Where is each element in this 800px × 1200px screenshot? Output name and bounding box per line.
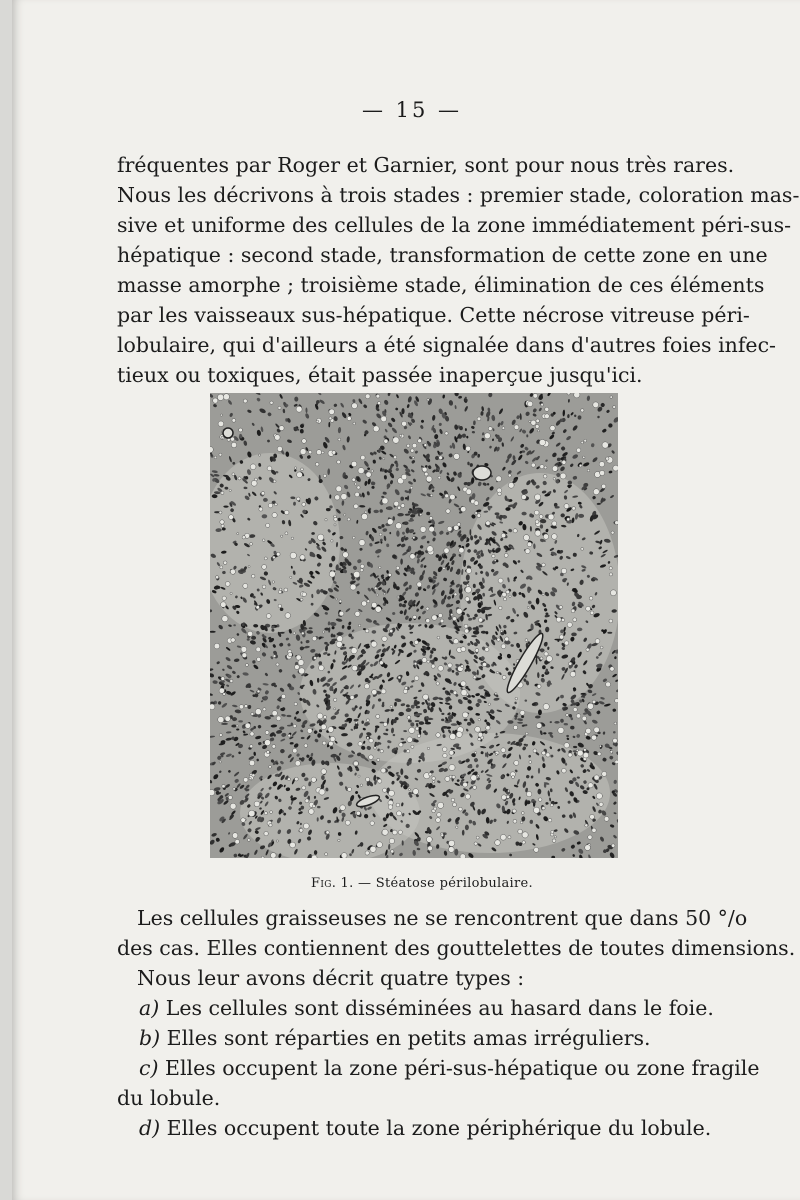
paragraph-1-line: hépatique : second stade, transformation de cette zone en une <box>117 243 768 267</box>
paragraph-1 <box>117 150 800 390</box>
paragraph-1-line: fréquentes par Roger et Garnier, sont pour nous très rares. <box>117 153 735 177</box>
figure-label: Fig. 1. <box>311 876 354 891</box>
figure-caption-text: — Stéatose périlobulaire. <box>358 876 533 891</box>
list-item <box>117 1053 760 1083</box>
paragraph-1-line: Nous les décrivons à trois stades : premier stade, coloration mas- <box>117 183 800 207</box>
paragraph-2-line: Nous leur avons décrit quatre types : <box>137 966 525 990</box>
paragraph-2-line: des cas. Elles contiennent des gouttelettes de toutes dimensions. <box>117 936 796 960</box>
list-item <box>117 1113 712 1143</box>
list-text: du lobule. <box>117 1086 221 1110</box>
list-marker: a) <box>139 996 160 1020</box>
list-item <box>117 1083 709 1113</box>
page-number: — 15 — <box>361 98 463 122</box>
list-text: Elles occupent toute la zone périphérique du lobule. <box>166 1116 712 1140</box>
list-marker: c) <box>139 1056 159 1080</box>
figure-caption <box>12 876 800 891</box>
list-text: Elles occupent la zone péri-sus-hépatique ou zone fragile <box>165 1056 760 1080</box>
list-text: Elles sont réparties en petits amas irréguliers. <box>166 1026 651 1050</box>
list-text: Les cellules sont disséminées au hasard dans le foie. <box>165 996 714 1020</box>
list-marker: b) <box>139 1026 161 1050</box>
paragraph-1-line: tieux ou toxiques, était passée inaperçue jusqu'ici. <box>117 363 643 387</box>
paragraph-2 <box>117 903 796 993</box>
micrograph-figure <box>210 393 618 858</box>
micrograph-image <box>210 393 618 858</box>
paragraph-1-line: sive et uniforme des cellules de la zone immédiatement péri-sus- <box>117 213 792 237</box>
paragraph-1-line: masse amorphe ; troisième stade, élimination de ces éléments <box>117 273 765 297</box>
paragraph-1-line: par les vaisseaux sus-hépatique. Cette nécrose vitreuse péri- <box>117 303 750 327</box>
book-page <box>12 0 800 1200</box>
list-item <box>117 993 714 1023</box>
list-marker: d) <box>139 1116 161 1140</box>
types-list <box>117 993 760 1143</box>
paragraph-2-line: Les cellules graisseuses ne se rencontrent que dans 50 °/o <box>137 906 748 930</box>
list-item <box>117 1023 709 1053</box>
paragraph-1-line: lobulaire, qui d'ailleurs a été signalée dans d'autres foies infec- <box>117 333 776 357</box>
